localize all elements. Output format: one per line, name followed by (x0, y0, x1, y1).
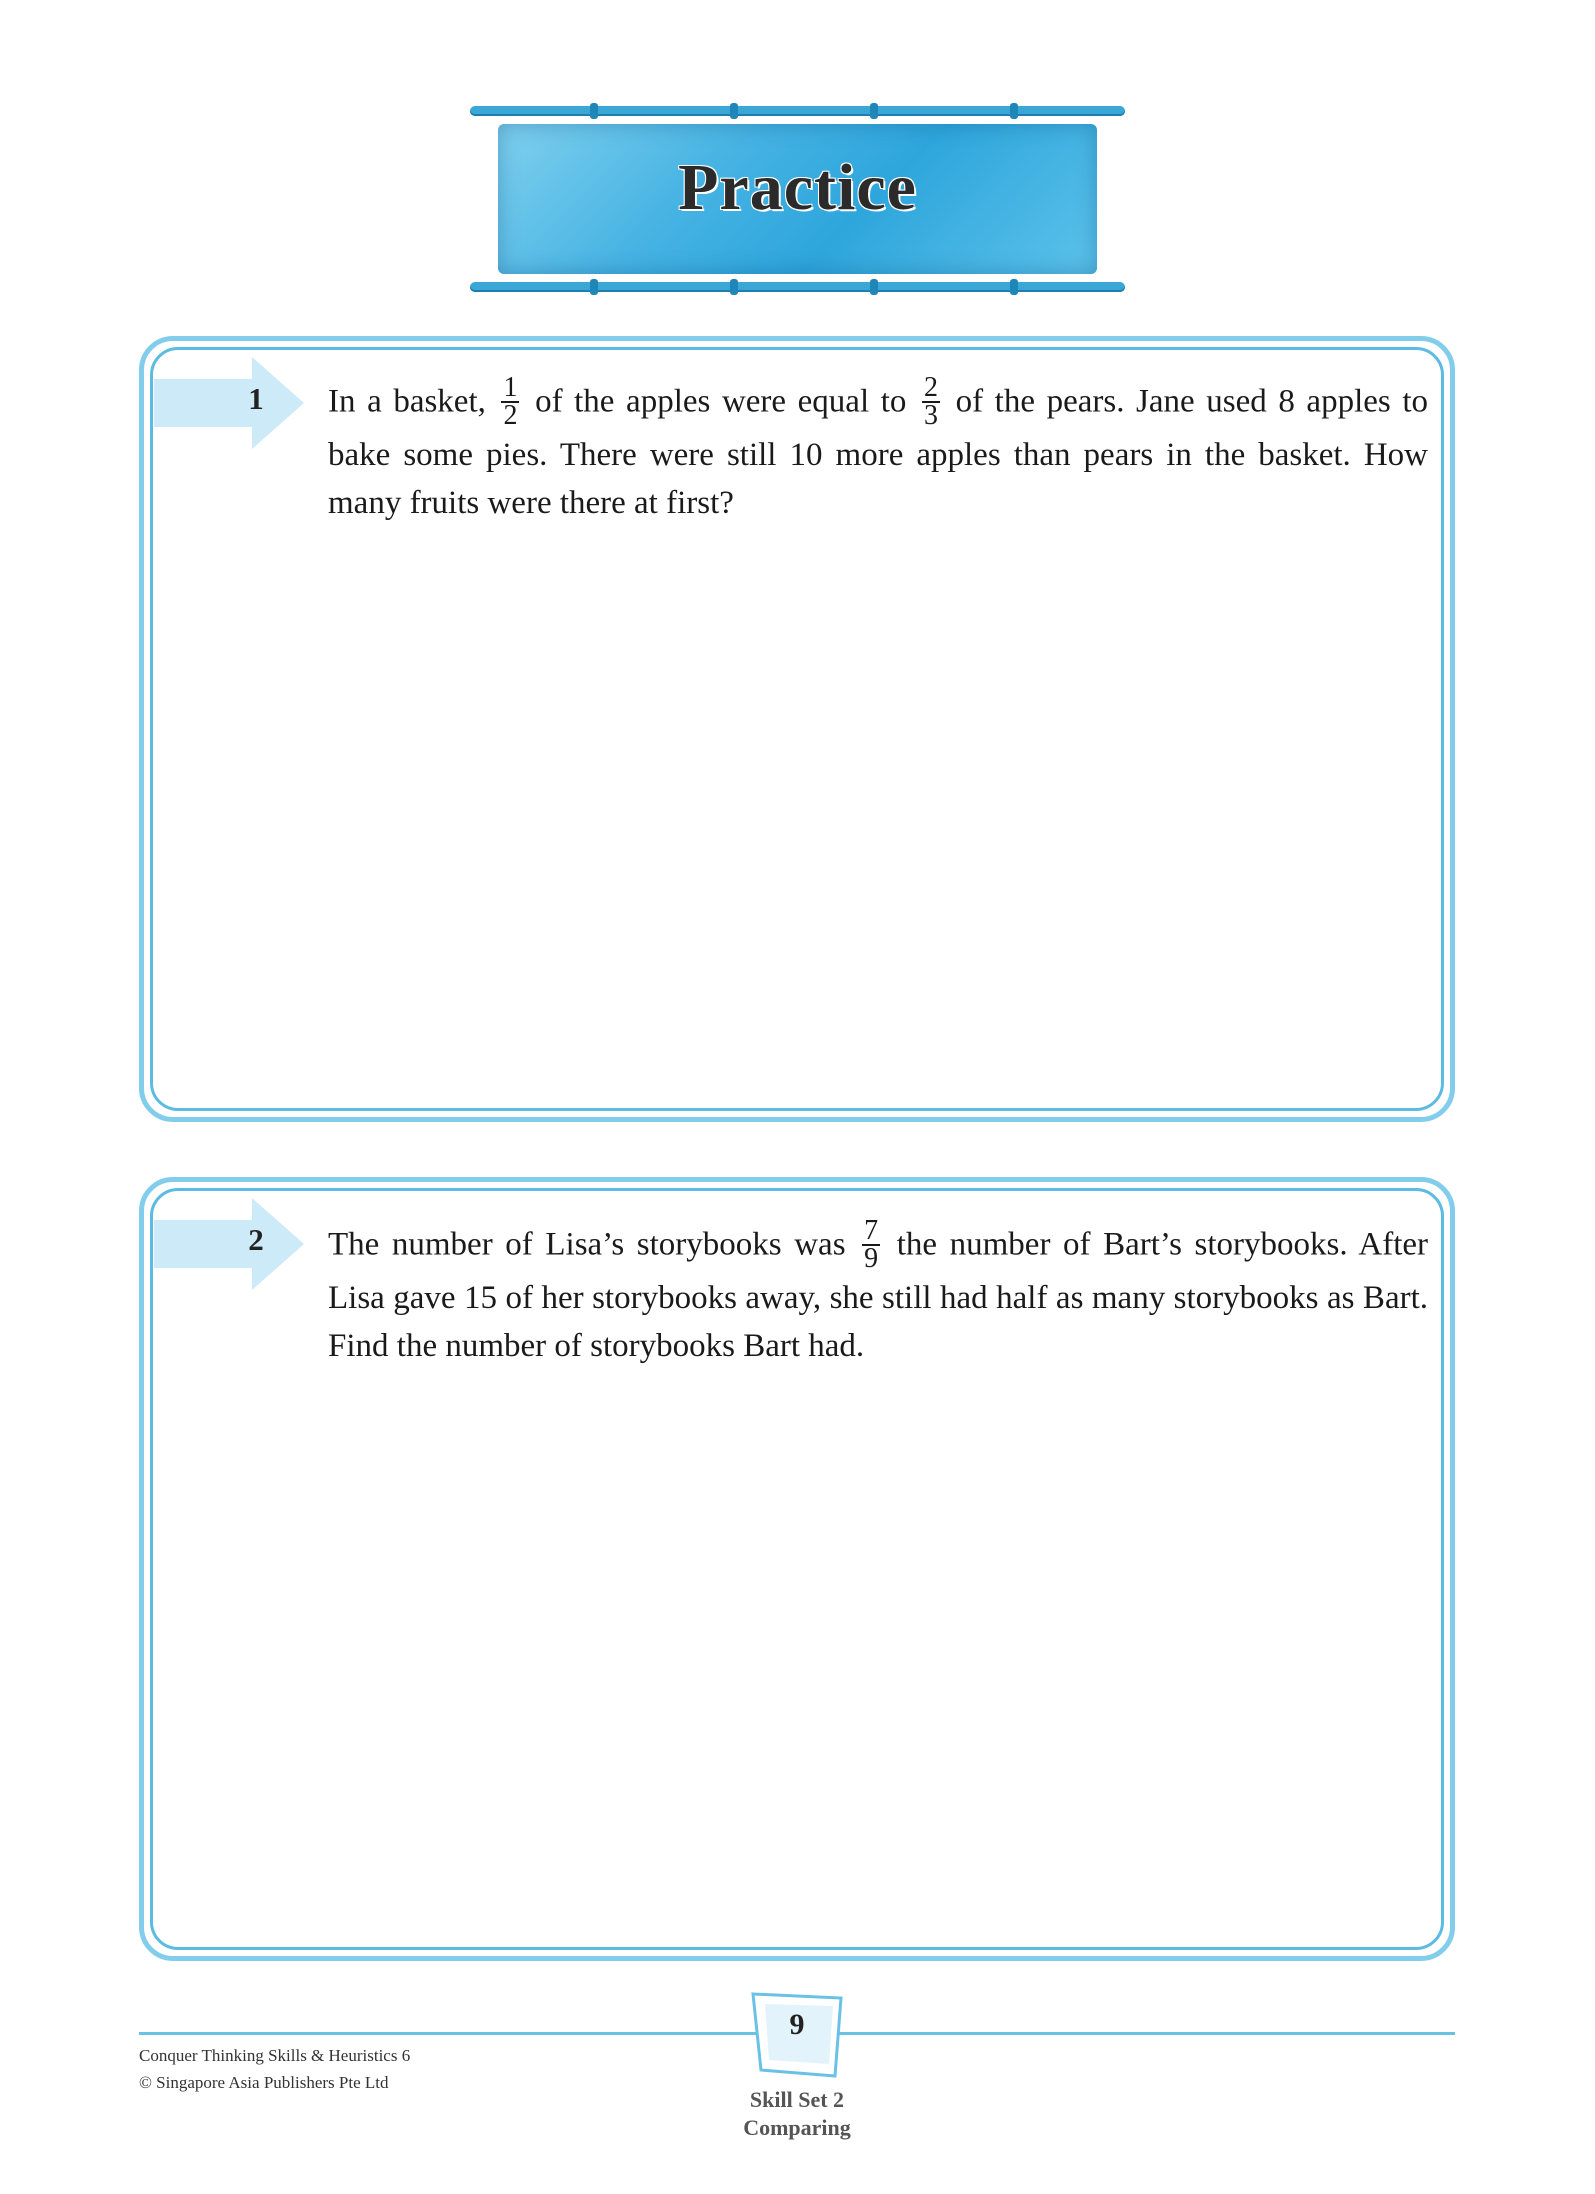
question-box-2[interactable] (139, 1177, 1455, 1961)
banner-bottom-bar (470, 282, 1125, 292)
banner-knot (1010, 103, 1018, 119)
banner-knot (730, 279, 738, 295)
fraction: $\frac{2}{3}$ (923, 372, 938, 431)
question-number: 1 (248, 381, 264, 416)
banner-knot (590, 103, 598, 119)
banner-top-bar (470, 106, 1125, 116)
banner-knot (730, 103, 738, 119)
arrow-icon (154, 357, 304, 449)
copyright: © Singapore Asia Publishers Pte Ltd (139, 2073, 389, 2092)
fraction: $\frac{1}{2}$ (503, 372, 518, 431)
question-text: In a basket, $\frac{1}{2}$ of the apples were equal to $\frac{2}{3}$ of the pears. Jane used 8 apples to bake some pies. There were still 10 more apples than pears in the basket. How many fruits were there at first? (328, 372, 1429, 521)
skill-set-label (697, 2086, 897, 2142)
page-number: 9 (789, 2008, 805, 2041)
fraction: $\frac{7}{9}$ (864, 1215, 879, 1274)
skill-set: Skill Set 2 (749, 2087, 845, 2112)
footer-credits (139, 2042, 410, 2096)
banner-knot (870, 279, 878, 295)
arrow-icon (154, 1198, 304, 1290)
question-text: The number of Lisa’s storybooks was $\frac{7}{9}$ the number of Bart’s storybooks. After Lisa gave 15 of her storybooks away, she still had half as many storybooks as Bart. Find the number of storybooks Bart had. (328, 1215, 1428, 1364)
banner-knot (1010, 279, 1018, 295)
book-title: Conquer Thinking Skills & Heuristics 6 (139, 2046, 411, 2065)
page-title: Practice (678, 151, 917, 224)
question-number: 2 (248, 1222, 264, 1257)
banner-knot (590, 279, 598, 295)
question-box-1[interactable] (139, 336, 1455, 1122)
title-banner (470, 106, 1125, 292)
banner-knot (870, 103, 878, 119)
skill-name: Comparing (743, 2115, 851, 2140)
